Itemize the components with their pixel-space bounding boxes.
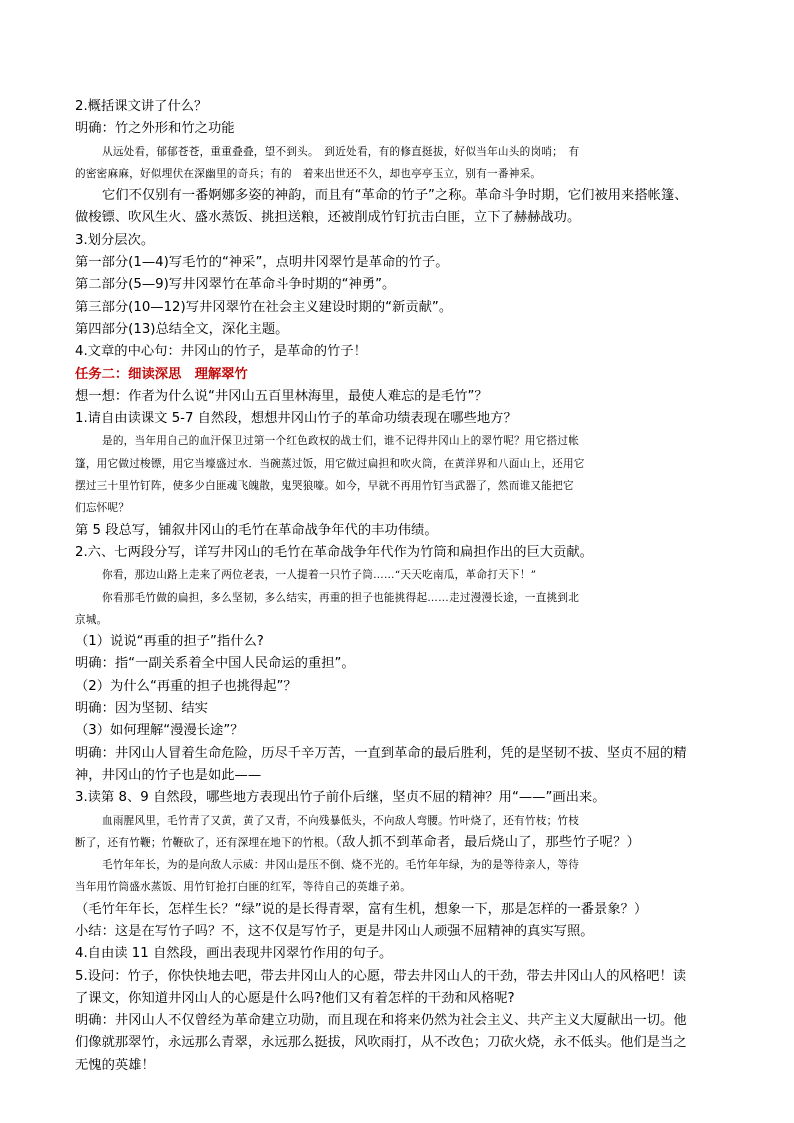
body-paragraph: 做梭镖、吹风生火、盛水蒸饭、挑担送粮，还被削成竹钉抗击白匪，立下了赫赫战功。 — [75, 210, 581, 226]
quote-paragraph: 京城。 — [75, 613, 108, 626]
think-question: （毛竹年年长，怎样生长？“绿”说的是长得青翠，富有生机，想象一下，那是怎样的一番景象？） — [75, 901, 648, 917]
answer: 明确：因为坚韧、结实 — [75, 701, 208, 717]
section-part-4: 第四部分(13)总结全文，深化主题。 — [75, 321, 289, 337]
question-1: 1.请自由读课文 5-7 自然段，想想井冈山竹子的革命功绩表现在哪些地方？ — [75, 411, 517, 427]
question-3: 3.划分层次。 — [75, 232, 155, 248]
quote-paragraph: 是的，当年用自己的血汗保卫过第一个红色政权的战士们，谁不记得井冈山上的翠竹呢？用它搭过帐 — [102, 435, 580, 448]
answer: 明确：井冈山人冒着生命危险，历尽千辛万苦，一直到革命的最后胜利，凭的是坚韧不拔、坚贞不屈的精 — [75, 745, 687, 761]
quote-paragraph: 你看那毛竹做的扁担，多么坚韧，多么结实，再重的担子也能挑得起……走过漫漫长途，一直挑到北 — [102, 591, 580, 604]
quote-paragraph — [75, 832, 725, 854]
answer: 神，井冈山的竹子也是如此—— — [75, 767, 262, 783]
answer-5: 明确：井冈山人不仅曾经为革命建立功勋，而且现在和将来仍然为社会主义、共产主义大厦献出一切。他 — [75, 1013, 687, 1029]
answer-5: 无愧的英雄！ — [75, 1057, 155, 1073]
quote-paragraph: 从远处看，郁郁苍苍，重重叠叠，望不到头。 到近处看，有的修直挺拔，好似当年山头的岗哨； 有 — [102, 145, 580, 158]
document-body — [75, 96, 725, 1077]
question-5: 了课文，你知道井冈山人的心愿是什么吗?他们又有着怎样的干劲和风格呢? — [75, 990, 515, 1006]
quote-paragraph: 毛竹年年长，为的是向敌人示威：井冈山是压不倒、烧不光的。毛竹年年绿，为的是等待亲人，等待 — [102, 859, 580, 872]
sub-question-1: （1）说说“再重的担子”指什么? — [75, 634, 264, 650]
sub-question-3: （3）如何理解“漫漫长途”？ — [75, 723, 244, 739]
quote-paragraph: 们忘怀呢？ — [75, 502, 130, 515]
sub-question-2: （2）为什么“再重的担子也挑得起”？ — [75, 678, 297, 694]
answer-2: 明确：竹之外形和竹之功能 — [75, 121, 235, 137]
body-paragraph: 第 5 段总写，铺叙井冈山的毛竹在革命战争年代的丰功伟绩。 — [75, 522, 438, 538]
section-part-1: 第一部分(1—4)写毛竹的“神采”，点明井冈翠竹是革命的竹子。 — [75, 255, 449, 271]
inline-note: （敌人抓不到革命者，最后烧山了，那些竹子呢？） — [335, 834, 641, 850]
task-2-heading: 任务二：细读深思 理解翠竹 — [75, 366, 248, 382]
quote-paragraph: 摆过三十里竹钉阵，使多少白匪魂飞魄散，鬼哭狼嚎。如今，早就不再用竹钉当武器了，然而谁又能把它 — [75, 480, 574, 493]
think-question: 想一想：作者为什么说“井冈山五百里林海里，最使人难忘的是毛竹”？ — [75, 388, 488, 404]
quote-paragraph: 你看，那边山路上走来了两位老表，一人提着一只竹子筒……“天天吃南瓜，革命打天下！” — [102, 569, 537, 582]
summary: 小结：这是在写竹子吗？不，这不仅是写竹子，更是井冈山人顽强不屈精神的真实写照。 — [75, 923, 594, 939]
quote-paragraph: 血雨腥风里，毛竹青了又黄，黄了又青，不向残暴低头，不向敌人弯腰。竹叶烧了，还有竹枝；竹枝 — [102, 814, 580, 827]
question-5: 5.设问：竹子，你快快地去吧，带去井冈山人的心愿，带去井冈山人的干劲，带去井冈山人的风格吧！读 — [75, 968, 687, 984]
question-3b: 3.读第 8、9 自然段，哪些地方表现出竹子前仆后继，坚贞不屈的精神？用“——”画出来。 — [75, 790, 606, 806]
body-paragraph: 它们不仅别有一番婀娜多姿的神韵，而且有“革命的竹子”之称。革命斗争时期，它们被用来搭帐篷、 — [102, 188, 688, 204]
quote-text: 断了，还有竹鞭；竹鞭砍了，还有深埋在地下的竹根。 — [75, 836, 336, 849]
question-2: 2.概括课文讲了什么？ — [75, 99, 208, 114]
question-2b: 2.六、七两段分写，详写井冈山的毛竹在革命战争年代作为竹筒和扁担作出的巨大贡献。 — [75, 544, 593, 560]
answer: 明确：指“一副关系着全中国人民命运的重担”。 — [75, 656, 355, 672]
central-sentence: 4.文章的中心句：井冈山的竹子，是革命的竹子！ — [75, 344, 367, 360]
quote-paragraph: 当年用竹筒盛水蒸饭、用竹钉抢打白匪的红军，等待自己的英雄子弟。 — [75, 881, 412, 894]
quote-paragraph: 的密密麻麻，好似埋伏在深幽里的奇兵；有的 着来出世还不久，却也亭亭玉立，别有一番神采。 — [75, 167, 542, 180]
question-4: 4.自由读 11 自然段，画出表现井冈翠竹作用的句子。 — [75, 946, 393, 962]
section-part-3: 第三部分(10—12)写井冈翠竹在社会主义建设时期的“新贡献”。 — [75, 299, 453, 315]
answer-5: 们像就那翠竹，永远那么青翠，永远那么挺拔，风吹雨打，从不改色；刀砍火烧，永不低头。他们是当之 — [75, 1035, 687, 1051]
quote-paragraph: 篷，用它做过梭镖，用它当壕盛过水．当碗蒸过饭，用它做过扁担和吹火筒，在黄洋界和八面山上，还用它 — [75, 457, 585, 470]
section-part-2: 第二部分(5—9)写井冈翠竹在革命斗争时期的“神勇”。 — [75, 277, 396, 293]
